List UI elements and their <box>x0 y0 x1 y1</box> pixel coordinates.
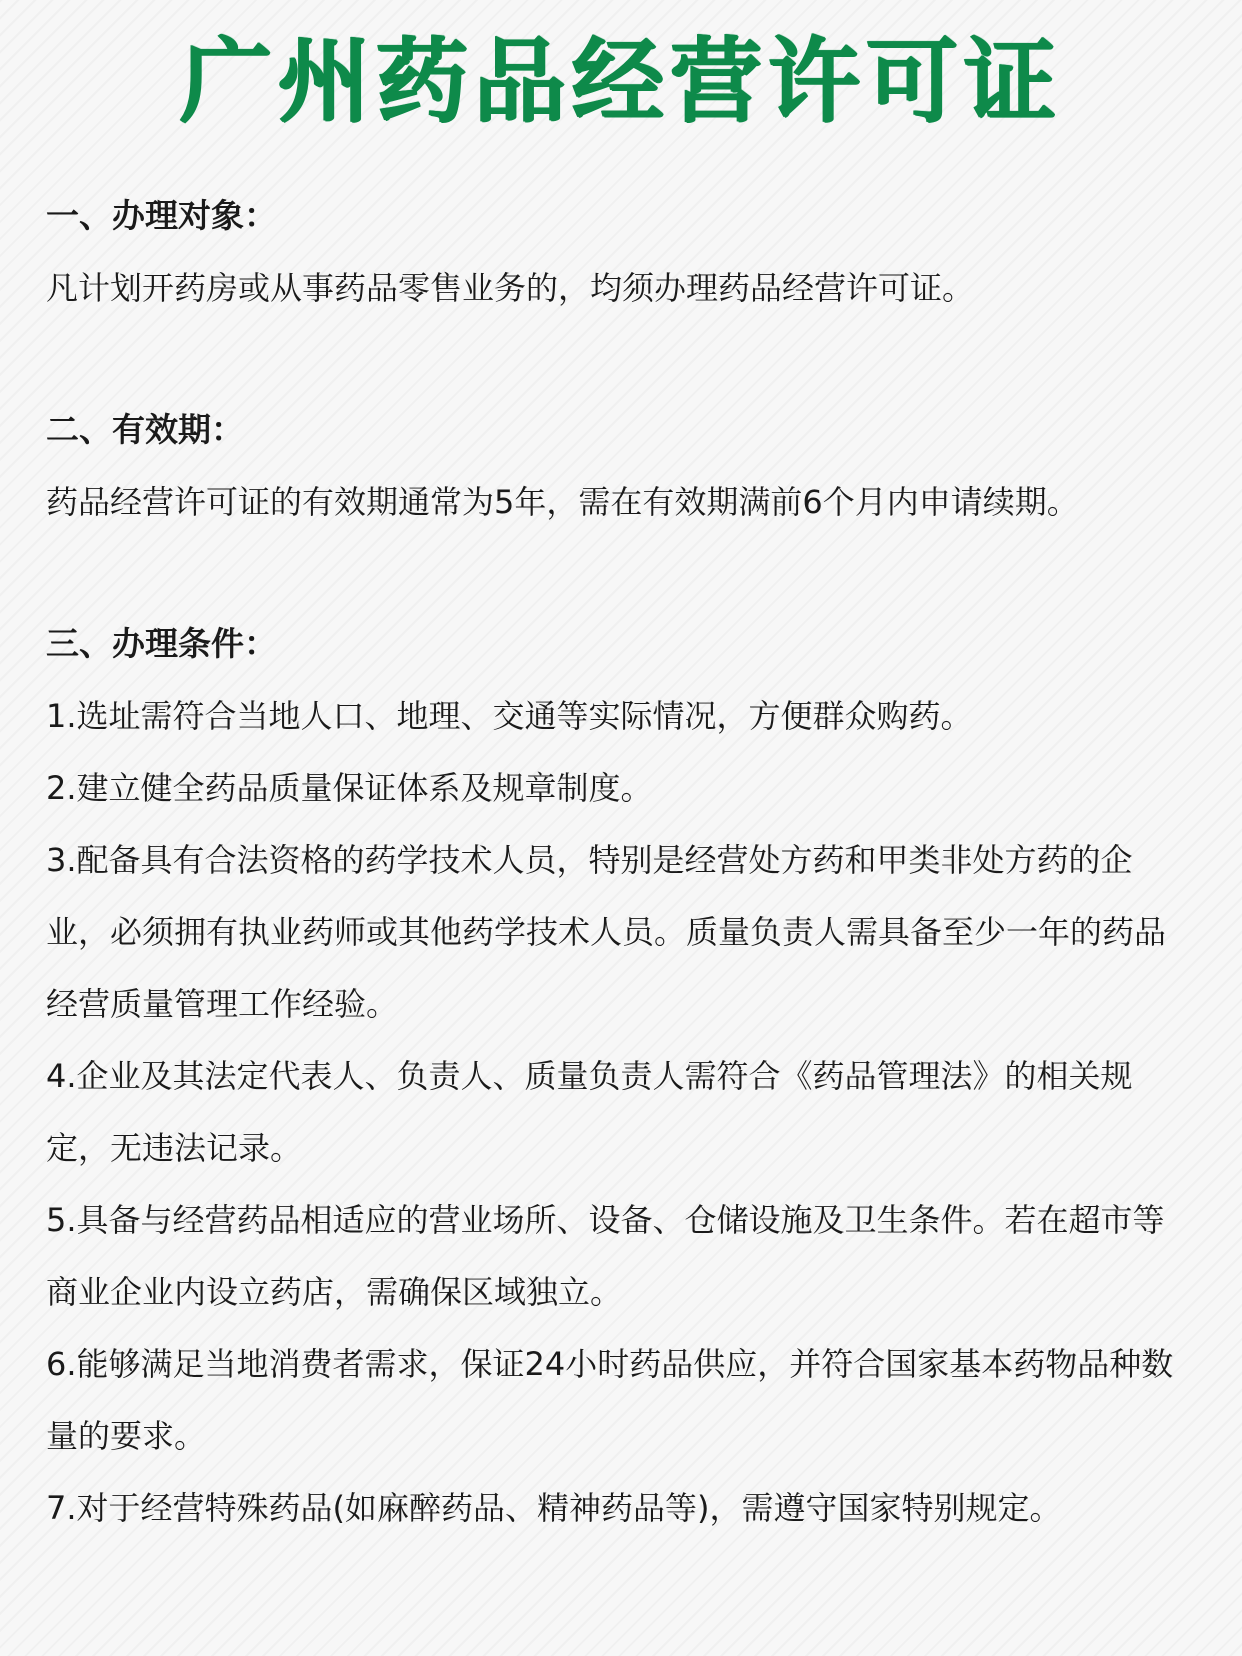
section-paragraph: 药品经营许可证的有效期通常为5年，需在有效期满前6个月内申请续期。 <box>46 483 1079 521</box>
section-spacer <box>46 538 1196 608</box>
section-heading: 一、办理对象： <box>46 196 277 235</box>
condition-item: 6.能够满足当地消费者需求，保证24小时药品供应，并符合国家基本药物品种数量的要求。 <box>46 1345 1174 1455</box>
condition-item: 1.选址需符合当地人口、地理、交通等实际情况，方便群众购药。 <box>46 697 973 735</box>
content-body <box>46 180 1196 1544</box>
section-target <box>46 180 1196 324</box>
condition-item: 3.配备具有合法资格的药学技术人员，特别是经营处方药和甲类非处方药的企业，必须拥有执业药师或其他药学技术人员。质量负责人需具备至少一年的药品经营质量管理工作经验。 <box>46 841 1167 1023</box>
condition-item: 7.对于经营特殊药品(如麻醉药品、精神药品等)，需遵守国家特别规定。 <box>46 1489 1062 1527</box>
page-title: 广州药品经营许可证 <box>179 28 1062 135</box>
condition-item: 2.建立健全药品质量保证体系及规章制度。 <box>46 769 653 807</box>
section-paragraph: 凡计划开药房或从事药品零售业务的，均须办理药品经营许可证。 <box>46 269 975 307</box>
condition-item: 4.企业及其法定代表人、负责人、质量负责人需符合《药品管理法》的相关规定，无违法记录。 <box>46 1057 1133 1167</box>
section-heading: 三、办理条件： <box>46 624 277 663</box>
section-conditions <box>46 608 1196 1544</box>
section-spacer <box>46 324 1196 394</box>
section-validity <box>46 394 1196 538</box>
condition-item: 5.具备与经营药品相适应的营业场所、设备、仓储设施及卫生条件。若在超市等商业企业内设立药店，需确保区域独立。 <box>46 1201 1165 1311</box>
section-heading: 二、有效期： <box>46 410 244 449</box>
